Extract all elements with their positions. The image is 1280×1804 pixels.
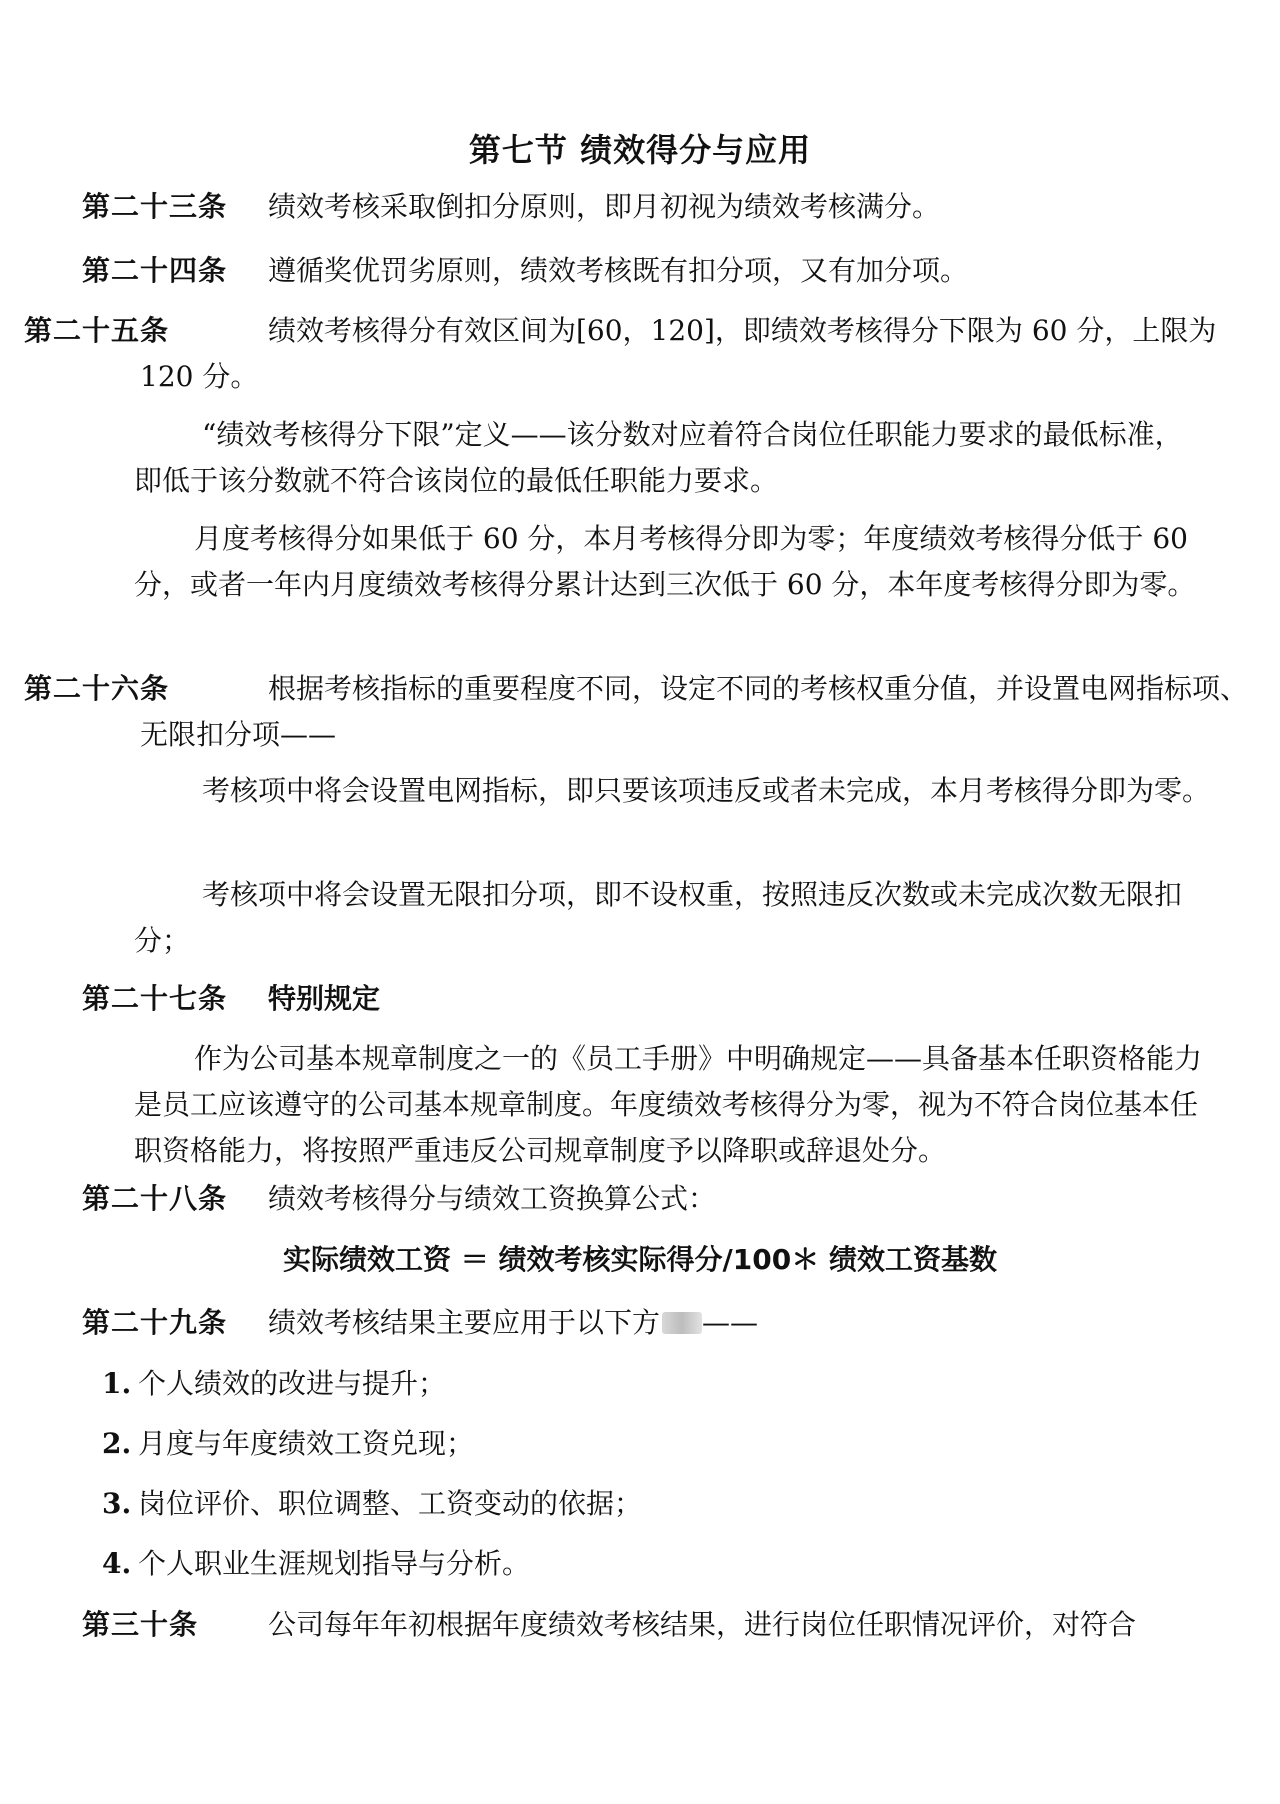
- article-29: [82, 1300, 1212, 1346]
- section-title: 第七节 绩效得分与应用: [468, 131, 812, 169]
- list-item-text: 岗位评价、职位调整、工资变动的依据；: [138, 1487, 643, 1520]
- list-item-number: 1.: [102, 1367, 132, 1400]
- article-29-tail: ——: [702, 1306, 759, 1339]
- article-24-text: 遵循奖优罚劣原则，绩效考核既有扣分项，又有加分项。: [268, 254, 969, 287]
- article-30: [82, 1602, 1212, 1648]
- article-25-paragraph-2: 月度考核得分如果低于 60 分，本月考核得分即为零；年度绩效考核得分低于 60 分，或者一年内月度绩效考核得分累计达到三次低于 60 分，本年度考核得分即为零。: [134, 522, 1196, 601]
- article-26: [24, 666, 1270, 758]
- article-23: [82, 184, 1212, 230]
- article-25-label: 第二十五条: [24, 314, 170, 347]
- article-30-label: 第三十条: [82, 1608, 199, 1641]
- article-28-text: 绩效考核得分与绩效工资换算公式：: [268, 1182, 717, 1215]
- article-28-label: 第二十八条: [82, 1182, 228, 1215]
- redaction-smudge: [662, 1312, 702, 1334]
- article-24: [82, 248, 1212, 294]
- article-28: [82, 1176, 1212, 1222]
- article-23-label: 第二十三条: [82, 190, 228, 223]
- list-item: [102, 1544, 1102, 1584]
- list-item-number: 2.: [102, 1427, 132, 1460]
- article-29-text: 绩效考核结果主要应用于以下方: [268, 1306, 661, 1339]
- article-26-text: 根据考核指标的重要程度不同，设定不同的考核权重分值，并设置电网指标项、无限扣分项——: [140, 672, 1249, 751]
- list-item-number: 3.: [102, 1487, 132, 1520]
- list-item: [102, 1424, 1102, 1464]
- article-25-paragraph-1: “绩效考核得分下限”定义——该分数对应着符合岗位任职能力要求的最低标准，即低于该分数就不符合该岗位的最低任职能力要求。: [134, 418, 1183, 497]
- list-item-text: 月度与年度绩效工资兑现；: [138, 1427, 475, 1460]
- list-item: [102, 1484, 1102, 1524]
- list-item-number: 4.: [102, 1547, 132, 1580]
- article-27-label: 第二十七条: [82, 982, 228, 1015]
- list-item-text: 个人职业生涯规划指导与分析。: [138, 1547, 531, 1580]
- salary-formula: 实际绩效工资 ＝ 绩效考核实际得分/100＊ 绩效工资基数: [283, 1243, 997, 1276]
- article-26-label: 第二十六条: [24, 672, 170, 705]
- list-item: [102, 1364, 1102, 1404]
- article-25-text: 绩效考核得分有效区间为[60，120]，即绩效考核得分下限为 60 分，上限为 120 分。: [140, 314, 1217, 393]
- article-27-paragraph: 作为公司基本规章制度之一的《员工手册》中明确规定——具备基本任职资格能力是员工应该遵守的公司基本规章制度。年度绩效考核得分为零，视为不符合岗位基本任职资格能力，将按照严重违反公司规章制度予以降职或辞退处分。: [134, 1042, 1203, 1167]
- article-26-paragraph-2: 考核项中将会设置无限扣分项，即不设权重，按照违反次数或未完成次数无限扣分；: [134, 878, 1183, 957]
- article-29-label: 第二十九条: [82, 1306, 228, 1339]
- article-30-text: 公司每年年初根据年度绩效考核结果，进行岗位任职情况评价，对符合: [268, 1608, 1137, 1641]
- article-24-label: 第二十四条: [82, 254, 228, 287]
- article-25: [24, 308, 1270, 400]
- article-27-text: 特别规定: [268, 982, 381, 1015]
- article-26-paragraph-1: 考核项中将会设置电网指标，即只要该项违反或者未完成，本月考核得分即为零。: [202, 774, 1211, 807]
- article-27: [82, 976, 1212, 1022]
- list-item-text: 个人绩效的改进与提升；: [138, 1367, 447, 1400]
- article-23-text: 绩效考核采取倒扣分原则，即月初视为绩效考核满分。: [268, 190, 941, 223]
